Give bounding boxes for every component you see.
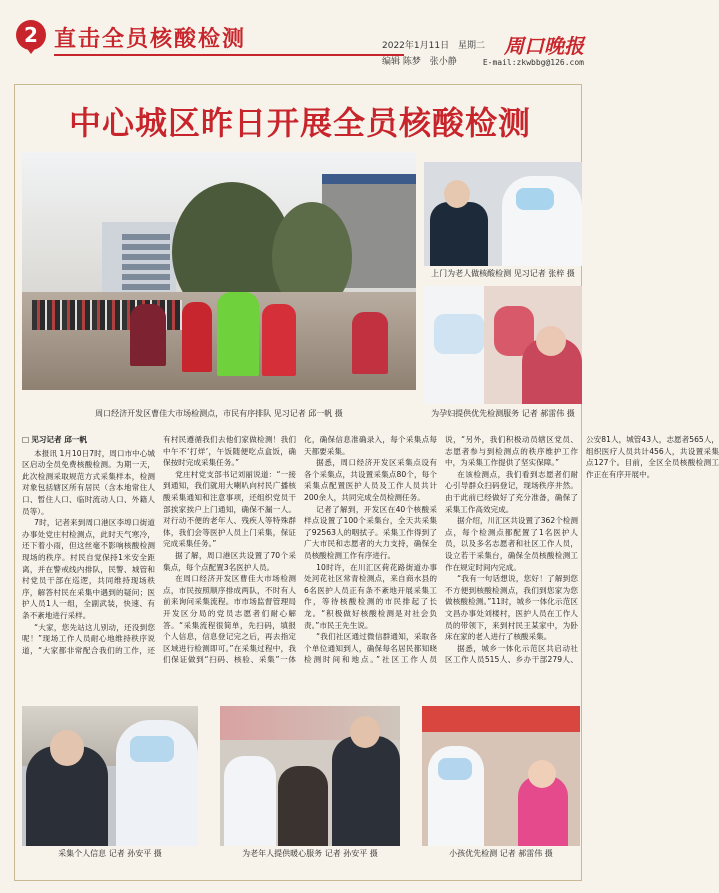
issue-weekday: 星期二 (457, 41, 485, 51)
issue-date-line (382, 38, 491, 51)
article-paragraph: 本报讯 1月10日7时，周口市中心城区启动全员免费核酸检测。为期一天，此次检测采取规范方式采集样本，检测对象包括辖区所有居民（含本地常住人口、暂住人口、临时流动人口、外籍人员等）。 (22, 448, 155, 516)
section-title: 直击全员核酸检测 (54, 26, 247, 52)
article-paragraph: “我有一句话想说，您好！了解到您不方便到核酸检测点，我们到您家为您做核酸检测。”11时，城乡一体化示范区文昌办事处刘楼村，医护人员在工作人员的带领下，来到村民王某家中，为卧床在家的老人进行了核酸采集。 (445, 574, 578, 642)
main-photo-caption: 周口经济开发区曹佳大市场检测点，市民有序排队 见习记者 邱一帆 摄 (95, 409, 343, 418)
right-top-caption: 上门为老人做核酸检测 见习记者 张梓 摄 (431, 269, 575, 278)
article-byline: □ 见习记者 邱一帆 (22, 434, 155, 446)
article-paragraph: “我们社区通过微信群通知，采取各个单位通知到人，确保每名居民都知晓检测时间和地点。”社区工作人员说，“另外，我们积极动员辖区党员、志愿者参与到检测点的秩序维护工作中，为采集工作提供了坚实保障。” (304, 435, 578, 665)
article-paragraph: 10时许，在川汇区荷花路街道办事处河花社区常青检测点，来自商水县的6名医护人员正有条不紊地开展采集工作，等待核酸检测的市民排起了长龙。“积极做好核酸检测是对社会负责。”市民王先生说。 (304, 562, 437, 630)
editor-line (382, 54, 463, 67)
article-paragraph: 记者了解到，开发区在40个核酸采样点设置了100个采集台，全天共采集了92563人的咽拭子。采集工作得到了广大市民和志愿者的大力支持，确保全员核酸检测工作有序进行。 (304, 504, 437, 560)
contact-email: E-mail:zkwbbg@126.com (482, 58, 584, 67)
article-paragraph: 据介绍，川汇区共设置了362个检测点，每个检测点都配置了1名医护人员，以及多名志愿者和社区工作人员，设立若干采集台，确保全员核酸检测工作在规定时间内完成。 (445, 516, 578, 572)
right-mid-caption: 为孕妇提供优先检测服务 记者 郝雷伟 摄 (431, 409, 575, 418)
bottom-left-caption: 采集个人信息 记者 孙安平 摄 (58, 849, 162, 858)
bottom-mid-photo (220, 706, 400, 846)
right-mid-photo (424, 286, 582, 404)
article-paragraph: 在该检测点，我们看到志愿者们耐心引导群众扫码登记，现场秩序井然。由于此前已经做好了充分准备，确保了采集工作高效完成。 (445, 469, 578, 514)
header-rule (54, 54, 404, 56)
page-number-badge: 2 (16, 20, 46, 50)
issue-date: 2022年1月11日 (382, 41, 450, 51)
article-paragraph: 在周口经济开发区曹佳大市场检测点，市民按照顺序排成两队，不时有人前来询问采集流程。市市场监督管理局开发区分局的党员志愿者们耐心解答。“采集流程很简单，先扫码，填报个人信息，信息登记完之后，再去指定区域进行检测即可。”在采集过程中，我们保证做到“扫码、核验、采集”一体化，确保信息准确录入，每个采集点每天都要采集。 (163, 435, 437, 665)
editor-name: 编辑 陈梦 (382, 57, 421, 67)
article-paragraph: 7时，记者来到周口港区李埠口街道办事处党庄村检测点，此时天气寒冷，还下着小雨，但这丝毫不影响核酸检测现场的秩序。村民自觉保持1米安全距离，并在警戒线内排队，民警、城管和村党员干部在巡逻，共同维持现场秩序，解答村民在采集中遇到的疑问；医护人员1人一组，全副武装，快速、有条不紊地进行采样。 (22, 518, 155, 620)
masthead (0, 0, 600, 67)
article-paragraph: “大家，您先站这儿别动，还没到您呢！”现场工作人员耐心地维持秩序说道，“大家都非常配合我们的工作，还有村民遵循我们去他们家做检测！我们中午不‘打烊’，午饭随便吃点盒饭，确保按时完成采集任务。” (22, 435, 296, 655)
reviewer-name: 张小静 (429, 57, 457, 67)
right-top-photo (424, 162, 582, 266)
article-body (22, 434, 719, 666)
bottom-left-photo (22, 706, 198, 846)
article-paragraph: 党庄村党支部书记刘丽说道：“一接到通知，我们就用大喇叭向村民广播核酸采集通知和注意事项，还组织党员干部挨家挨户上门通知，确保不漏一人。对行动不便的老年人、残疾人等特殊群体，我们会等医护人员上门采集，保证完成采集任务。” (163, 469, 296, 549)
bottom-right-caption: 小孩优先检测 记者 郝雷伟 摄 (449, 849, 553, 858)
bottom-mid-caption: 为老年人提供暖心服务 记者 孙安平 摄 (242, 849, 378, 858)
article-paragraph: 据了解，周口港区共设置了70个采集点，每个点配置3名医护人员。 (163, 550, 296, 572)
headline: 中心城区昨日开展全员核酸检测 (68, 104, 531, 142)
article-paragraph: 据悉，周口经济开发区采集点设有各个采集点，共设置采集点80个，每个采集点配置医护人员及工作人员共计200余人，共同完成全员检测任务。 (304, 458, 437, 502)
article-paragraph: 据悉，城乡一体化示范区共启动社区工作人员515人、乡办干部279人、公安81人，城管43人，志愿者565人，组织医疗人员共计456人，共设置采集点127个。目前，全区全员核酸检测工作正在有序开展中。 (445, 435, 719, 665)
main-photo (22, 152, 416, 390)
newspaper-logo: 周口晚报 (504, 34, 584, 58)
bottom-right-photo (422, 706, 580, 846)
